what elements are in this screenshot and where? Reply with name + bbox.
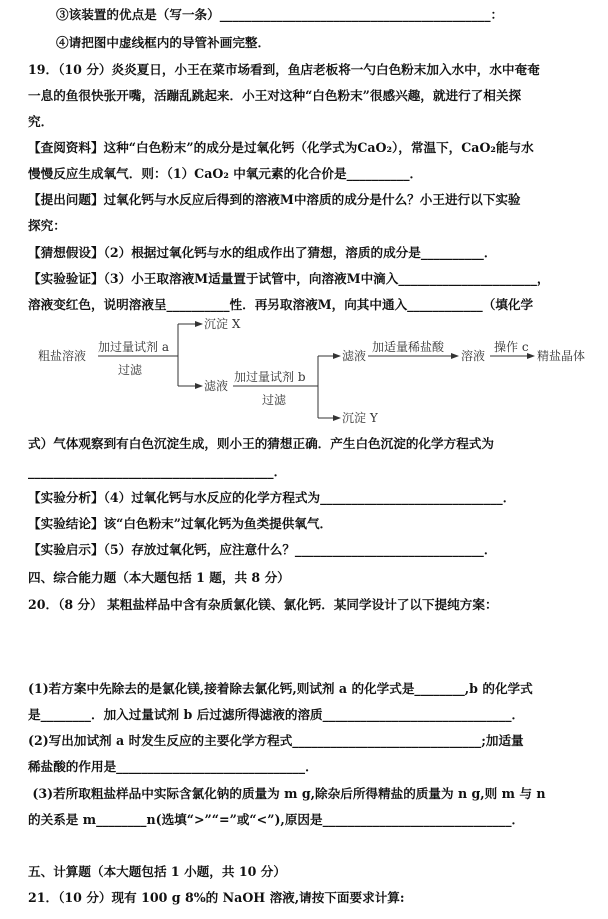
question-20-line: 20．（8 分） 某粗盐样品中含有杂质氯化镁、氯化钙．某同学设计了以下提纯方案：: [28, 597, 498, 612]
flow-filtrate-2: 滤液: [342, 349, 367, 363]
text-line: 是________．加入过量试剂 b 后过滤所得滤液的溶质______________________________．: [28, 707, 525, 722]
text-line: (2)写出加试剂 a 时发生反应的主要化学方程式______________________________;加适量: [28, 733, 524, 748]
text-line: 探究：: [28, 218, 66, 233]
section-4-heading: 四、综合能力题（本大题包括 1 题，共 8 分）: [28, 570, 290, 585]
flow-precipitate-y: 沉淀 Y: [342, 411, 378, 425]
text-line: _______________________________________．: [28, 464, 287, 479]
text-line: 的关系是 m________n(选填“>”“=”或“<”),原因是______________________________．: [28, 812, 525, 827]
text-line: 【实验分析】（4）过氧化钙与水反应的化学方程式为_____________________________．: [28, 490, 516, 505]
text-line: 【猜想假设】（2）根据过氧化钙与水的组成作出了猜想，溶质的成分是__________．: [28, 245, 497, 260]
section-5-heading: 五、计算题（本大题包括 1 小题，共 10 分）: [28, 864, 286, 879]
text-line: 究．: [28, 114, 54, 129]
flow-step2-reagent: 加过量试剂 b: [234, 370, 306, 384]
flow-step3-reagent: 加适量稀盐酸: [372, 340, 445, 354]
flow-filtrate-1: 滤液: [204, 379, 229, 393]
text-line: 稀盐酸的作用是______________________________．: [28, 759, 318, 774]
text-line: 【实验启示】（5）存放过氧化钙，应注意什么？______________________________．: [28, 542, 497, 557]
text-line: 式）气体观察到有白色沉淀生成，则小王的猜想正确．产生白色沉淀的化学方程式为: [28, 436, 494, 451]
text-line: 【查阅资料】这种“白色粉末”的成分是过氧化钙（化学式为CaO₂），常温下，CaO₂能与水: [28, 140, 534, 155]
text-line: 【实验结论】该“白色粉末”过氧化钙为鱼类提供氧气．: [28, 516, 333, 531]
flow-start: 粗盐溶液: [38, 349, 87, 363]
text-line: 一息的鱼很快张开嘴，活蹦乱跳起来．小王对这种“白色粉末”很感兴趣，就进行了相关探: [28, 88, 522, 103]
flow-precipitate-x: 沉淀 X: [204, 317, 241, 331]
flow-step2-filter: 过滤: [262, 393, 287, 407]
text-line: ④请把图中虚线框内的导管补画完整．: [56, 35, 271, 50]
flow-step4-operation: 操作 c: [494, 340, 529, 354]
flow-step1-filter: 过滤: [118, 363, 143, 377]
purification-flowchart: [0, 312, 608, 434]
flow-product: 精盐晶体: [537, 349, 586, 363]
flow-step1-reagent: 加过量试剂 a: [98, 340, 169, 354]
text-line: ③该装置的优点是（写一条）___________________________________________：: [56, 7, 504, 22]
text-line: 慢慢反应生成氧气．则：（1）CaO₂ 中氧元素的化合价是__________．: [28, 166, 423, 181]
question-19-line: 19．（10 分）炎炎夏日，小王在菜市场看到，鱼店老板将一勺白色粉末加入水中，水中奄奄: [28, 62, 540, 77]
text-line: 【实验验证】（3）小王取溶液M适量置于试管中，向溶液M中滴入______________________，: [28, 271, 550, 286]
text-line: (1)若方案中先除去的是氯化镁,接着除去氯化钙,则试剂 a 的化学式是________,b 的化学式: [28, 681, 533, 696]
flow-solution: 溶液: [461, 349, 486, 363]
question-21-line: 21．（10 分）现有 100 g 8%的 NaOH 溶液,请按下面要求计算:: [28, 890, 405, 905]
text-line: 溶液变红色，说明溶液呈__________性．再另取溶液M，向其中通入____________（填化学: [28, 297, 534, 312]
text-line: (3)若所取粗盐样品中实际含氯化钠的质量为 m g,除杂后所得精盐的质量为 n g,则 m 与 n: [28, 786, 546, 801]
text-line: 【提出问题】过氧化钙与水反应后得到的溶液M中溶质的成分是什么？小王进行以下实验: [28, 192, 521, 207]
